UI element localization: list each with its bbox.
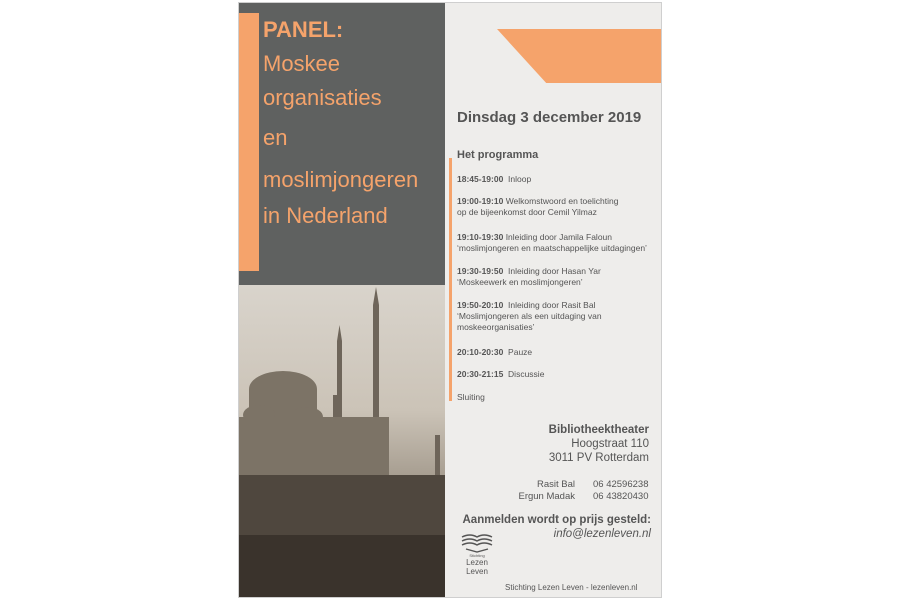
program-item: [457, 369, 544, 380]
program-item-detail: op de bijeenkomst door Cemil Yilmaz: [457, 207, 597, 217]
open-book-icon: [460, 531, 494, 553]
program-item-time: 20:30-21:15: [457, 369, 504, 379]
venue-address: [519, 423, 649, 465]
program-accent-bar: [449, 158, 452, 401]
program-item: [457, 347, 532, 358]
logo-small-text: Stichting: [469, 553, 485, 558]
footer-text: Stichting Lezen Leven - lezenleven.nl: [505, 583, 638, 592]
title-line: organisaties: [263, 85, 382, 110]
event-poster: [238, 2, 662, 598]
program-item-time: 19:00-19:10: [457, 196, 504, 206]
venue-street: Hoogstraat 110: [571, 438, 649, 450]
title-line: Moskee: [263, 51, 341, 76]
program-closing: Sluiting: [457, 392, 485, 402]
organization-logo: [455, 531, 499, 595]
mosque-skyline-image: [239, 285, 445, 598]
program-item-detail: ‘moslimjongeren en maatschappelijke uitdagingen’: [457, 243, 647, 253]
program-item-detail: moskeeorganisaties’: [457, 322, 535, 332]
program-item-time: 19:50-20:10: [457, 300, 504, 310]
program-item: [457, 174, 531, 185]
program-item: [457, 266, 601, 288]
program-item: [457, 300, 602, 333]
logo-line: Leven: [466, 567, 488, 576]
program-item-text: Welkomstwoord en toelichting: [505, 196, 619, 206]
logo-line: Lezen: [466, 558, 488, 567]
program-item-time: 19:30-19:50: [457, 266, 504, 276]
program-heading: Het programma: [457, 149, 539, 161]
program-item: [457, 196, 618, 218]
contact-name: Ergun Madak: [518, 491, 575, 502]
program-item-detail: ‘Moskeewerk en moslimjongeren’: [457, 277, 583, 287]
program-item-text: Inleiding door Jamila Faloun: [505, 232, 612, 242]
program-item-text: Inleiding door Hasan Yar: [508, 266, 601, 276]
program-item-time: 18:45-19:00: [457, 174, 504, 184]
signup-email-link[interactable]: info@lezenleven.nl: [553, 528, 651, 540]
program-item-time: 20:10-20:30: [457, 347, 504, 357]
program-item-detail: ‘Moslimjongeren als een uitdaging van: [457, 311, 602, 321]
title-panel: [239, 3, 445, 285]
program-item: [457, 232, 647, 254]
decorative-corner-shape: [497, 29, 661, 83]
contact-phone: 06 42596238: [593, 479, 649, 490]
title-line: moslimjongeren: [263, 167, 419, 192]
program-item-time: 19:10-19:30: [457, 232, 504, 242]
contact-row: [495, 479, 648, 491]
contact-phone: 06 43820430: [593, 491, 649, 502]
venue-city: 3011 PV Rotterdam: [548, 452, 649, 464]
accent-bar: [239, 13, 259, 271]
signup-text: Aanmelden wordt op prijs gesteld:: [462, 514, 651, 526]
title-panel-label: PANEL:: [263, 17, 344, 42]
program-item-text: Pauze: [508, 347, 533, 357]
program-item-text: Discussie: [508, 369, 545, 379]
contact-list: [495, 479, 648, 503]
title-line: in Nederland: [263, 203, 388, 228]
title-line: en: [263, 125, 288, 150]
venue-name: Bibliotheektheater: [548, 424, 649, 436]
contact-row: [495, 491, 648, 503]
program-item-text: Inloop: [508, 174, 532, 184]
poster-title: [263, 19, 441, 227]
contact-name: Rasit Bal: [536, 479, 575, 490]
mosque-photo: [239, 285, 445, 598]
program-item-text: Inleiding door Rasit Bal: [508, 300, 596, 310]
event-date: Dinsdag 3 december 2019: [457, 109, 642, 126]
